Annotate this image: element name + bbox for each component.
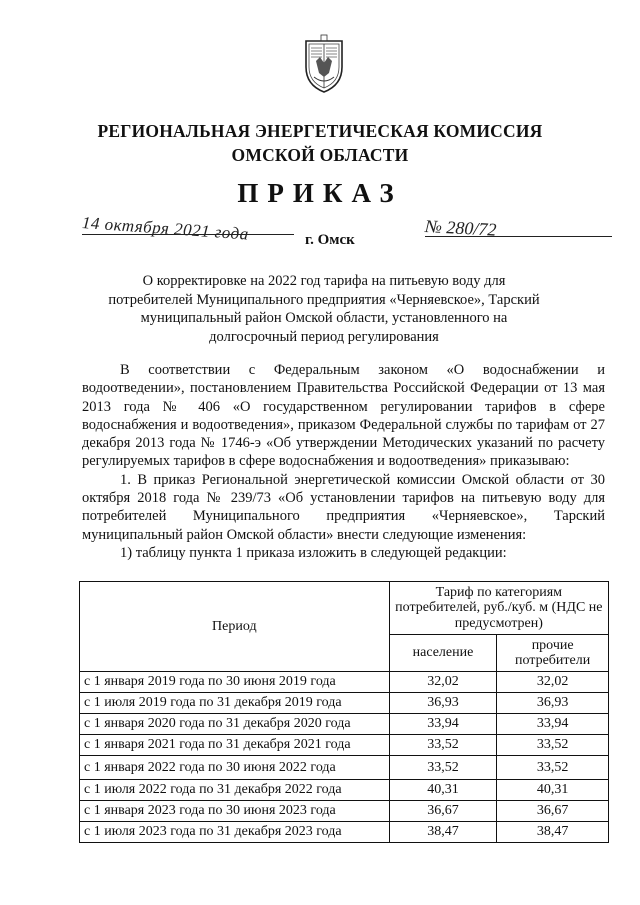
subitem-1-paragraph: 1) таблицу пункта 1 приказа изложить в следующей редакции: [120,544,507,561]
row-other-value: 36,93 [497,693,609,714]
table-row [80,693,609,714]
header-tariff-group: Тариф по категориям потребителей, руб./куб. м (НДС не предусмотрен) [389,582,608,635]
row-population-value: 40,31 [389,780,497,801]
table-row [80,672,609,693]
header-population: население [389,635,497,672]
row-period: с 1 июля 2019 года по 31 декабря 2019 года [80,693,390,714]
table-row [80,756,609,780]
row-other-value: 36,67 [497,801,609,822]
city-label: г. Омск [305,232,355,248]
row-other-value: 33,94 [497,714,609,735]
row-population-value: 33,94 [389,714,497,735]
row-other-value: 32,02 [497,672,609,693]
row-period: с 1 января 2022 года по 30 июня 2022 года [80,756,390,780]
header-other-consumers: прочие потребители [497,635,609,672]
number-underline [425,236,612,237]
document-type-title: ПРИКАЗ [237,178,403,208]
order-subject-title: О корректировке на 2022 год тарифа на питьевую воду для потребителей Муниципального предприятия «Черняевское», Тарский муниципальный район Омской области, установленного на долгосрочный период регулирования [108,273,540,345]
tariff-table [79,581,609,843]
header-period: Период [80,582,390,672]
organization-name-line2: ОМСКОЙ ОБЛАСТИ [231,145,409,165]
handwritten-date: 14 октября 2021 года [81,213,250,244]
table-row [80,801,609,822]
order-body [82,361,605,562]
row-other-value: 33,52 [497,756,609,780]
row-population-value: 32,02 [389,672,497,693]
row-population-value: 36,93 [389,693,497,714]
table-row [80,735,609,756]
table-row [80,714,609,735]
row-period: с 1 июля 2022 года по 31 декабря 2022 года [80,780,390,801]
preamble-paragraph: В соответствии с Федеральным законом «О водоснабжении и водоотведении», постановлением Правительства Российской Федерации от 13 мая 2013 года № 406 «О государственном регулировании тарифов в сфере водоснабжения и водоотведения», приказом Федеральной службы по тарифам от 27 декабря 2013 года № 1746-э «Об утверждении Методических указаний по расчету регулируемых тарифов в сфере водоснабжения и водоотведения» приказываю: [82,362,605,470]
row-population-value: 33,52 [389,756,497,780]
coat-of-arms-icon [302,33,346,95]
row-period: с 1 января 2021 года по 31 декабря 2021 года [80,735,390,756]
row-other-value: 33,52 [497,735,609,756]
row-period: с 1 января 2019 года по 30 июня 2019 года [80,672,390,693]
row-period: с 1 июля 2023 года по 31 декабря 2023 года [80,822,390,843]
row-other-value: 38,47 [497,822,609,843]
date-underline [82,234,294,235]
row-other-value: 40,31 [497,780,609,801]
row-population-value: 36,67 [389,801,497,822]
row-population-value: 33,52 [389,735,497,756]
table-row [80,822,609,843]
handwritten-order-number: № 280/72 [424,216,497,240]
organization-name-line1: РЕГИОНАЛЬНАЯ ЭНЕРГЕТИЧЕСКАЯ КОМИССИЯ [97,121,543,141]
table-row [80,780,609,801]
row-period: с 1 января 2020 года по 31 декабря 2020 года [80,714,390,735]
item-1-paragraph: 1. В приказ Региональной энергетической комиссии Омской области от 30 октября 2018 года № 239/73 «Об установлении тарифов на питьевую воду для потребителей Муниципального предприятия «Черняевское», Тарский муниципальный район Омской области» внести следующие изменения: [82,471,605,543]
row-population-value: 38,47 [389,822,497,843]
row-period: с 1 января 2023 года по 30 июня 2023 года [80,801,390,822]
